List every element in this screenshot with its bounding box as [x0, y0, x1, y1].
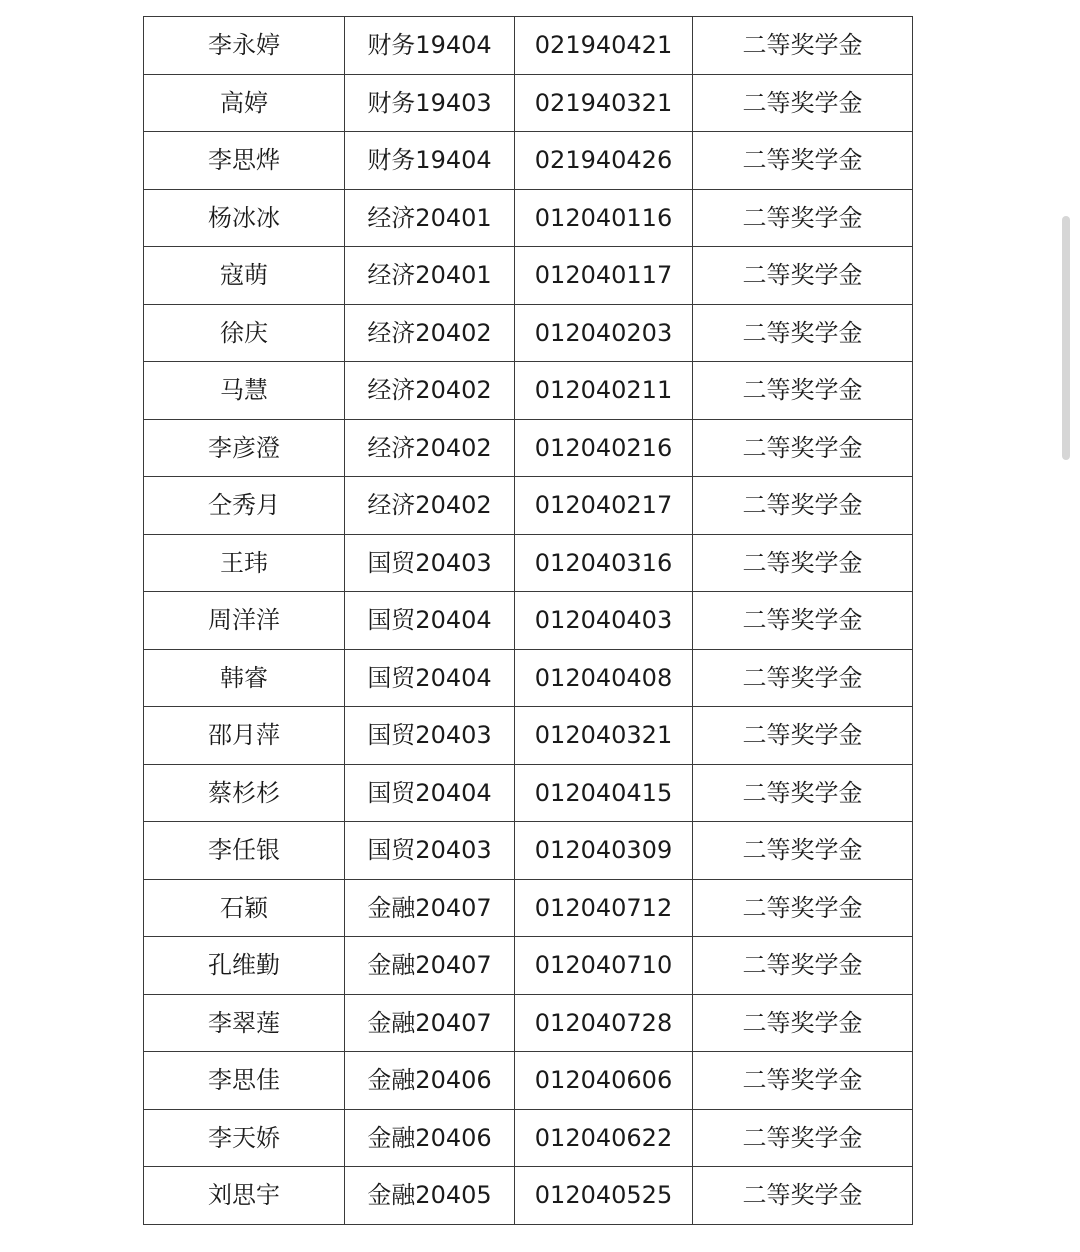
student-id-cell: 012040203 — [515, 304, 693, 362]
student-id-cell: 021940426 — [515, 132, 693, 190]
student-name-cell: 李天娇 — [144, 1109, 345, 1167]
award-cell: 二等奖学金 — [693, 1109, 913, 1167]
student-name-cell: 石颖 — [144, 879, 345, 937]
award-cell: 二等奖学金 — [693, 362, 913, 420]
award-cell: 二等奖学金 — [693, 592, 913, 650]
class-cell: 经济20402 — [345, 304, 515, 362]
student-name-cell: 王玮 — [144, 534, 345, 592]
class-cell: 财务19404 — [345, 17, 515, 75]
award-cell: 二等奖学金 — [693, 1052, 913, 1110]
student-id-cell: 012040408 — [515, 649, 693, 707]
award-cell: 二等奖学金 — [693, 304, 913, 362]
class-cell: 经济20401 — [345, 189, 515, 247]
student-id-cell: 012040116 — [515, 189, 693, 247]
class-cell: 金融20406 — [345, 1052, 515, 1110]
class-cell: 金融20407 — [345, 994, 515, 1052]
award-cell: 二等奖学金 — [693, 189, 913, 247]
student-id-cell: 012040415 — [515, 764, 693, 822]
student-id-cell: 012040321 — [515, 707, 693, 765]
student-name-cell: 李彦澄 — [144, 419, 345, 477]
scholarship-table — [143, 16, 913, 1225]
student-id-cell: 012040712 — [515, 879, 693, 937]
student-name-cell: 孔维勤 — [144, 937, 345, 995]
student-name-cell: 邵月萍 — [144, 707, 345, 765]
student-id-cell: 021940321 — [515, 74, 693, 132]
vertical-scrollbar[interactable] — [1062, 216, 1070, 460]
class-cell: 经济20402 — [345, 419, 515, 477]
student-name-cell: 李翠莲 — [144, 994, 345, 1052]
table-row — [144, 419, 913, 477]
table-body — [144, 17, 913, 1225]
award-cell: 二等奖学金 — [693, 534, 913, 592]
class-cell: 财务19404 — [345, 132, 515, 190]
student-id-cell: 021940421 — [515, 17, 693, 75]
table-row — [144, 304, 913, 362]
table-row — [144, 74, 913, 132]
table-row — [144, 649, 913, 707]
award-cell: 二等奖学金 — [693, 74, 913, 132]
award-cell: 二等奖学金 — [693, 649, 913, 707]
student-name-cell: 高婷 — [144, 74, 345, 132]
student-id-cell: 012040403 — [515, 592, 693, 650]
student-name-cell: 马慧 — [144, 362, 345, 420]
table-row — [144, 132, 913, 190]
class-cell: 国贸20403 — [345, 707, 515, 765]
table-row — [144, 707, 913, 765]
table-row — [144, 362, 913, 420]
student-name-cell: 寇萌 — [144, 247, 345, 305]
class-cell: 金融20406 — [345, 1109, 515, 1167]
student-id-cell: 012040606 — [515, 1052, 693, 1110]
student-name-cell: 周洋洋 — [144, 592, 345, 650]
class-cell: 国贸20404 — [345, 649, 515, 707]
award-cell: 二等奖学金 — [693, 17, 913, 75]
award-cell: 二等奖学金 — [693, 879, 913, 937]
student-name-cell: 仝秀月 — [144, 477, 345, 535]
student-name-cell: 李任银 — [144, 822, 345, 880]
table-row — [144, 592, 913, 650]
student-name-cell: 李思烨 — [144, 132, 345, 190]
award-cell: 二等奖学金 — [693, 1167, 913, 1225]
class-cell: 国贸20403 — [345, 534, 515, 592]
student-id-cell: 012040117 — [515, 247, 693, 305]
table-row — [144, 17, 913, 75]
table-row — [144, 937, 913, 995]
student-name-cell: 李永婷 — [144, 17, 345, 75]
student-id-cell: 012040309 — [515, 822, 693, 880]
class-cell: 金融20405 — [345, 1167, 515, 1225]
table-row — [144, 189, 913, 247]
student-id-cell: 012040217 — [515, 477, 693, 535]
table-row — [144, 477, 913, 535]
student-id-cell: 012040622 — [515, 1109, 693, 1167]
class-cell: 国贸20404 — [345, 592, 515, 650]
table-row — [144, 1052, 913, 1110]
award-cell: 二等奖学金 — [693, 419, 913, 477]
award-cell: 二等奖学金 — [693, 822, 913, 880]
student-name-cell: 刘思宇 — [144, 1167, 345, 1225]
table-row — [144, 1109, 913, 1167]
class-cell: 经济20401 — [345, 247, 515, 305]
student-id-cell: 012040316 — [515, 534, 693, 592]
table-row — [144, 994, 913, 1052]
class-cell: 财务19403 — [345, 74, 515, 132]
award-cell: 二等奖学金 — [693, 937, 913, 995]
student-name-cell: 韩睿 — [144, 649, 345, 707]
student-name-cell: 徐庆 — [144, 304, 345, 362]
table-row — [144, 247, 913, 305]
student-id-cell: 012040525 — [515, 1167, 693, 1225]
student-id-cell: 012040216 — [515, 419, 693, 477]
class-cell: 经济20402 — [345, 362, 515, 420]
award-cell: 二等奖学金 — [693, 247, 913, 305]
award-cell: 二等奖学金 — [693, 764, 913, 822]
table-row — [144, 534, 913, 592]
table-row — [144, 879, 913, 937]
student-id-cell: 012040728 — [515, 994, 693, 1052]
award-cell: 二等奖学金 — [693, 707, 913, 765]
class-cell: 金融20407 — [345, 879, 515, 937]
table-row — [144, 764, 913, 822]
class-cell: 国贸20403 — [345, 822, 515, 880]
class-cell: 金融20407 — [345, 937, 515, 995]
student-id-cell: 012040710 — [515, 937, 693, 995]
table-row — [144, 822, 913, 880]
student-id-cell: 012040211 — [515, 362, 693, 420]
table-row — [144, 1167, 913, 1225]
award-cell: 二等奖学金 — [693, 132, 913, 190]
student-name-cell: 蔡杉杉 — [144, 764, 345, 822]
class-cell: 经济20402 — [345, 477, 515, 535]
award-cell: 二等奖学金 — [693, 477, 913, 535]
award-cell: 二等奖学金 — [693, 994, 913, 1052]
student-name-cell: 李思佳 — [144, 1052, 345, 1110]
class-cell: 国贸20404 — [345, 764, 515, 822]
student-name-cell: 杨冰冰 — [144, 189, 345, 247]
